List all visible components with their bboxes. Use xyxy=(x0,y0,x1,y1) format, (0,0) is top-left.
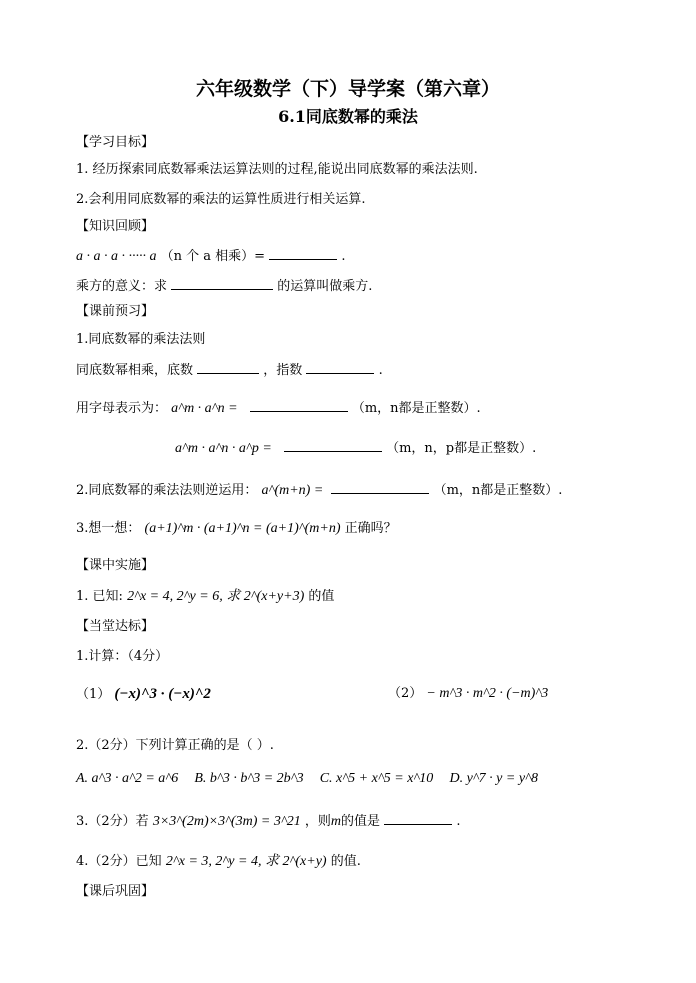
in-class-1-pre: 1. 已知: xyxy=(76,589,123,604)
in-class-1 xyxy=(76,588,334,606)
review-2-post: 的运算叫做乘方. xyxy=(277,279,373,294)
answer-blank[interactable] xyxy=(250,398,348,412)
review-1-end: . xyxy=(341,249,346,264)
question-3-post: 的值是 xyxy=(341,814,381,829)
preview-3 xyxy=(76,398,481,418)
preview-3-expression: a^m · a^n = xyxy=(171,401,238,416)
calc-2-number: （2） xyxy=(388,686,423,701)
question-3-pre: 3.（2分）若 xyxy=(76,814,149,829)
preview-6-pre: 3.想一想： xyxy=(76,521,141,536)
question-2: 2.（2分）下列计算正确的是（ ）. xyxy=(76,738,274,753)
preview-5-pre: 2.同底数幂的乘法法则逆运用： xyxy=(76,483,258,498)
preview-4-post: （m，n，p都是正整数）. xyxy=(386,441,537,456)
section-preview: 【课前预习】 xyxy=(76,304,155,319)
calc-1-expression: (−x)^3 · (−x)^2 xyxy=(114,686,211,702)
question-4-post: 的值. xyxy=(330,854,361,869)
question-3-variable: m xyxy=(330,814,342,829)
preview-6-post: 正确吗？ xyxy=(344,521,397,536)
section-after-class: 【课后巩固】 xyxy=(76,884,155,899)
preview-3-pre: 用字母表示为： xyxy=(76,401,168,416)
preview-4-expression: a^m · a^n · a^p = xyxy=(175,441,272,456)
calc-heading: 1.计算：（4分） xyxy=(76,649,169,664)
review-1 xyxy=(76,246,345,266)
section-in-class: 【课中实施】 xyxy=(76,558,155,573)
answer-blank[interactable] xyxy=(331,480,429,494)
preview-4 xyxy=(175,438,536,458)
preview-5-expression: a^(m+n) = xyxy=(261,483,324,498)
answer-blank[interactable] xyxy=(171,276,273,290)
section-learning-goals: 【学习目标】 xyxy=(76,135,155,150)
question-3-mid: ，则 xyxy=(304,814,331,829)
question-4-expression: 2^x = 3, 2^y = 4, 求 2^(x+y) xyxy=(165,854,327,869)
in-class-1-expression: 2^x = 4, 2^y = 6, 求 2^(x+y+3) xyxy=(127,589,305,604)
goal-2: 2.会利用同底数幂的乘法的运算性质进行相关运算. xyxy=(76,192,366,207)
option-d[interactable]: D. y^7 · y = y^8 xyxy=(449,771,538,786)
option-a[interactable]: A. a^3 · a^2 = a^6 xyxy=(76,771,179,786)
preview-6-expression: (a+1)^m · (a+1)^n = (a+1)^(m+n) xyxy=(144,521,341,536)
review-1-text: （n 个 a 相乘）= xyxy=(160,249,266,264)
question-3-expression: 3×3^(2m)×3^(3m) = 3^21 xyxy=(152,814,301,829)
answer-blank[interactable] xyxy=(269,246,337,260)
answer-blank[interactable] xyxy=(306,360,374,374)
answer-blank[interactable] xyxy=(384,811,452,825)
preview-5-post: （m，n都是正整数）. xyxy=(433,483,563,498)
option-b[interactable]: B. b^3 · b^3 = 2b^3 xyxy=(194,771,304,786)
page-subtitle: 6.1同底数幂的乘法 xyxy=(278,107,418,126)
page-title: 六年级数学（下）导学案（第六章） xyxy=(195,78,500,100)
goal-1: 1. 经历探索同底数幂乘法运算法则的过程,能说出同底数幂的乘法法则. xyxy=(76,162,478,177)
preview-6 xyxy=(76,520,397,538)
option-c[interactable]: C. x^5 + x^5 = x^10 xyxy=(319,771,434,786)
question-3-end: . xyxy=(456,814,461,829)
section-review: 【知识回顾】 xyxy=(76,219,155,234)
preview-2-b: ，指数 xyxy=(263,363,303,378)
preview-2-c: . xyxy=(378,363,383,378)
question-4 xyxy=(76,853,361,871)
review-2 xyxy=(76,276,372,296)
answer-blank[interactable] xyxy=(284,438,382,452)
review-1-expression: a · a · a · ····· a xyxy=(76,249,157,264)
review-2-pre: 乘方的意义：求 xyxy=(76,279,168,294)
calc-1-number: （1） xyxy=(76,687,111,702)
calc-1 xyxy=(76,685,211,704)
calc-2-expression: − m^3 · m^2 · (−m)^3 xyxy=(426,686,549,701)
preview-2 xyxy=(76,360,383,380)
preview-2-a: 同底数幂相乘，底数 xyxy=(76,363,194,378)
question-3 xyxy=(76,811,460,831)
in-class-1-post: 的值 xyxy=(308,589,335,604)
section-target: 【当堂达标】 xyxy=(76,619,155,634)
preview-1: 1.同底数幂的乘法法则 xyxy=(76,332,206,347)
preview-3-post: （m，n都是正整数）. xyxy=(351,401,481,416)
question-4-pre: 4.（2分）已知 xyxy=(76,854,162,869)
question-2-options xyxy=(76,770,538,788)
answer-blank[interactable] xyxy=(197,360,259,374)
preview-5 xyxy=(76,480,562,500)
calc-2 xyxy=(388,685,548,703)
